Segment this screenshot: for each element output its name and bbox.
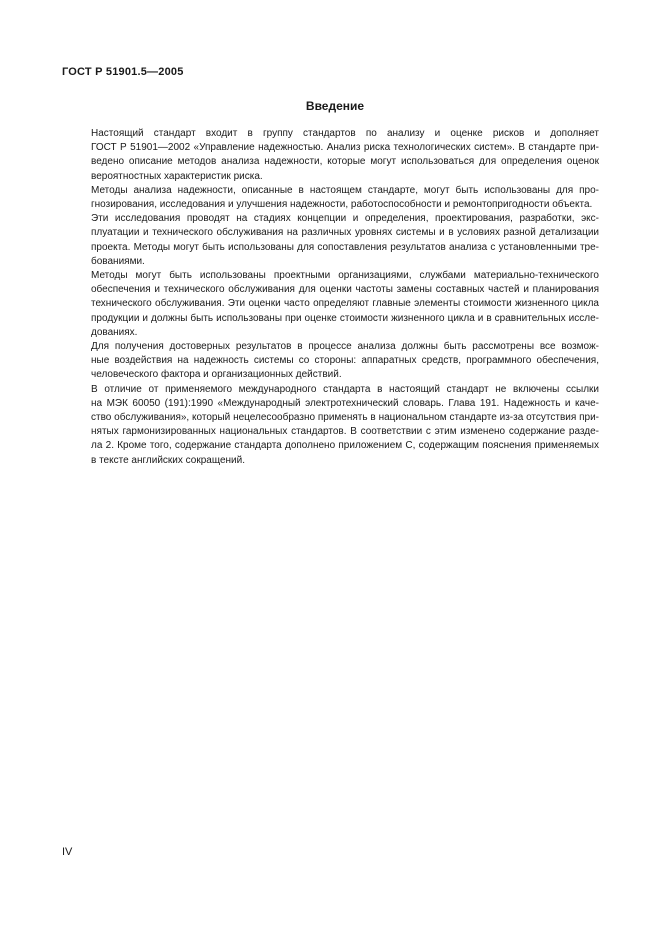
paragraph-1 <box>62 127 599 184</box>
paragraph-2 <box>62 184 599 212</box>
text-line: ство обслуживания», который нецелесообразно применять в национальном стандарте из-за отсутствия при- <box>91 412 599 424</box>
text-line: Методы анализа надежности, описанные в настоящем стандарте, могут быть использованы для про- <box>91 184 599 196</box>
text-line: ла 2. Кроме того, содержание стандарта дополнено приложением С, содержащим пояснения применяемых <box>91 440 599 452</box>
text-line: в тексте английских сокращений. <box>91 454 245 466</box>
page-number: IV <box>62 846 73 858</box>
text-line: человеческого фактора и организационных действий. <box>91 369 342 381</box>
section-title: Введение <box>305 99 365 113</box>
text-line: гнозирования, исследования и улучшения надежности, работоспособности и ремонтопригодности объекта. <box>91 199 593 211</box>
text-line: ГОСТ Р 51901—2002 «Управление надежностью. Анализ риска технологических систем». В стандарте при- <box>91 142 599 154</box>
paragraph-4 <box>62 269 599 340</box>
document-header: ГОСТ Р 51901.5—2005 <box>62 66 184 78</box>
text-line: продукции и должны быть использованы при оценке стоимости жизненного цикла и в сравнительных иссле- <box>91 312 599 324</box>
text-line: дованиях. <box>91 326 138 338</box>
text-line: Настоящий стандарт входит в группу стандартов по анализу и оценке рисков и дополняет <box>91 128 599 139</box>
text-line: В отличие от применяемого международного стандарта в настоящий стандарт не включены ссылки <box>91 383 599 395</box>
text-line: Для получения достоверных результатов в процессе анализа должны быть рассмотрены все возмож- <box>91 341 599 353</box>
body-text <box>62 127 599 468</box>
text-line: на МЭК 60050 (191):1990 «Международный электротехнический словарь. Глава 191. Надежность и каче- <box>91 397 599 409</box>
text-line: плуатации и технического обслуживания на различных уровнях системы и в условиях разной детализации <box>91 227 599 239</box>
text-line: ведено описание методов анализа надежности, которые могут использоваться для определения оценок <box>91 156 599 168</box>
paragraph-3 <box>62 212 599 269</box>
text-line: бованиями. <box>91 255 145 267</box>
paragraph-6 <box>62 383 599 468</box>
text-line: нятых гармонизированных национальных стандартов. В соответствии с этим изменено содержание разде- <box>91 426 599 438</box>
text-line: технического обслуживания. Эти оценки часто определяют главные элементы стоимости жизненного цикла <box>91 298 599 310</box>
text-line: проекта. Методы могут быть использованы для сопоставления результатов анализа с установленными тре- <box>91 241 599 253</box>
text-line: ные воздействия на надежность системы со стороны: аппаратных средств, программного обеспечения, <box>91 355 599 367</box>
text-line: Методы могут быть использованы проектными организациями, службами материально-технического <box>91 270 599 282</box>
text-line: Эти исследования проводят на стадиях концепции и определения, проектирования, разработки, экс- <box>91 213 599 225</box>
text-line: вероятностных характеристик риска. <box>91 170 263 182</box>
text-line: обеспечения и технического обслуживания для оценки частоты замены составных частей и планирования <box>91 284 599 296</box>
paragraph-5 <box>62 340 599 383</box>
